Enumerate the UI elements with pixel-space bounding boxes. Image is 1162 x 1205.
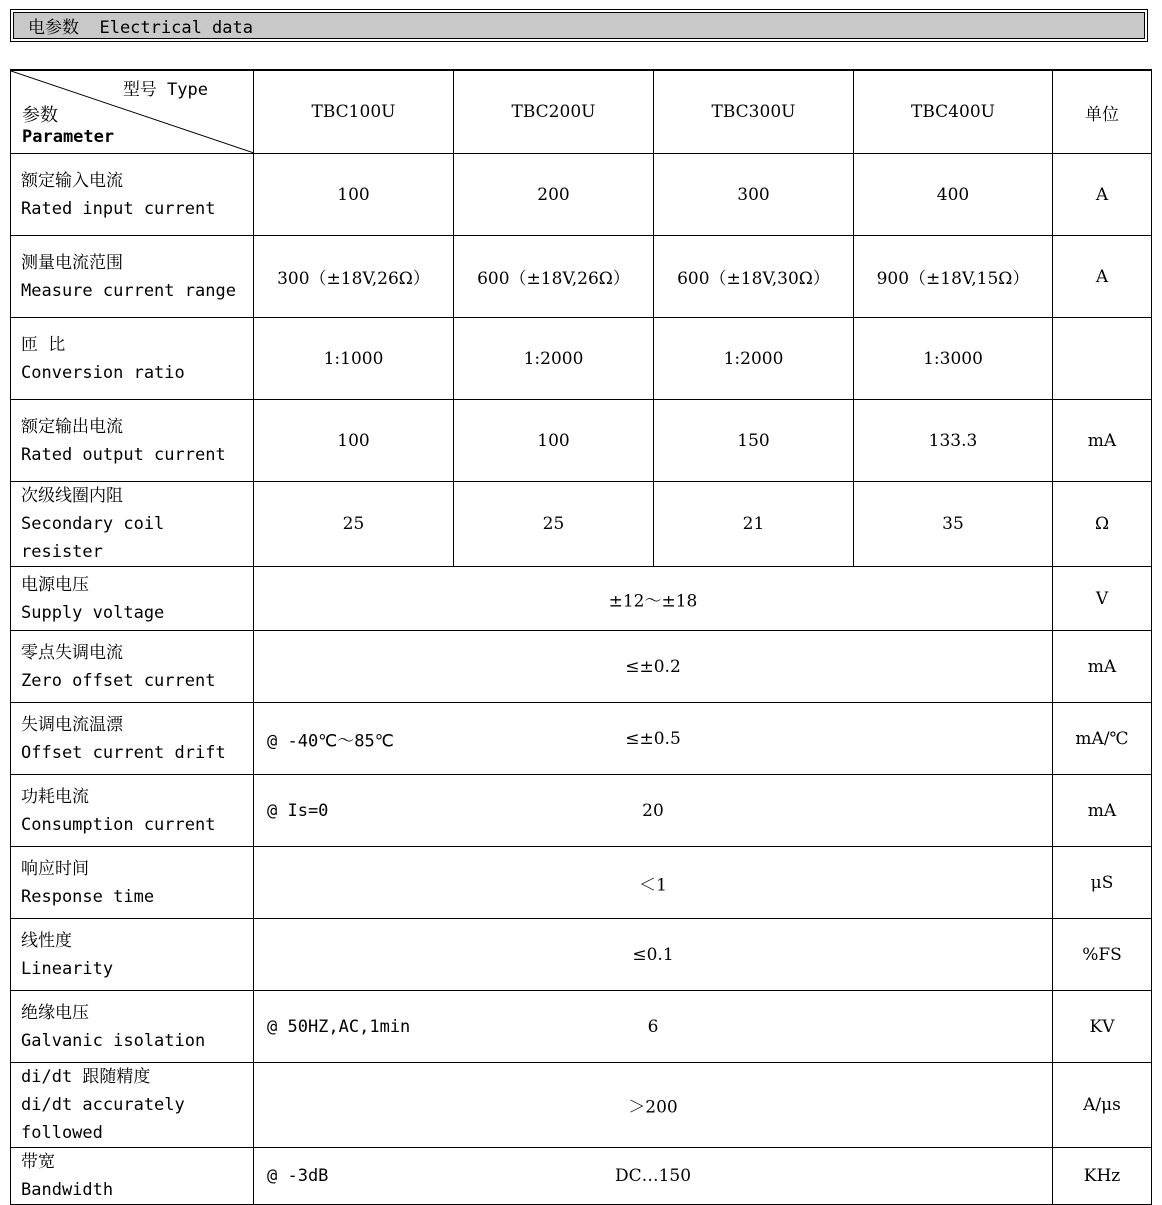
param-cell bbox=[11, 919, 254, 991]
table-row bbox=[11, 847, 1152, 919]
param-name-zh: 失调电流温漂 bbox=[21, 714, 123, 735]
unit-header: 单位 bbox=[1053, 70, 1152, 154]
shared-value: ≤±0.5 bbox=[625, 728, 681, 749]
param-name-zh: 额定输入电流 bbox=[21, 170, 123, 191]
table-row bbox=[11, 991, 1152, 1063]
test-condition: @ 50HZ,AC,1min bbox=[267, 1016, 411, 1037]
value-cell: 1:2000 bbox=[654, 318, 854, 400]
value-cell: 300（±18V,26Ω） bbox=[254, 236, 454, 318]
value-cell: 400 bbox=[854, 154, 1053, 236]
shared-value-cell bbox=[254, 1063, 1053, 1148]
shared-value-cell bbox=[254, 1148, 1053, 1205]
model-header: TBC300U bbox=[654, 70, 854, 154]
table-row bbox=[11, 482, 1152, 567]
shared-value-cell bbox=[254, 703, 1053, 775]
param-name-en-cont: followed bbox=[21, 1123, 103, 1143]
param-name-en: Response time bbox=[21, 886, 155, 907]
param-name-en: Galvanic isolation bbox=[21, 1030, 206, 1051]
param-name-en: Conversion ratio bbox=[21, 362, 185, 383]
unit-cell: V bbox=[1053, 567, 1152, 631]
model-header: TBC100U bbox=[254, 70, 454, 154]
unit-cell: A/μs bbox=[1053, 1063, 1152, 1148]
value-cell: 1:1000 bbox=[254, 318, 454, 400]
table-row bbox=[11, 154, 1152, 236]
param-cell bbox=[11, 567, 254, 631]
param-name-zh: di/dt 跟随精度 bbox=[21, 1067, 151, 1087]
shared-value-cell bbox=[254, 775, 1053, 847]
section-banner bbox=[10, 9, 1148, 42]
shared-value: DC…150 bbox=[614, 1166, 692, 1186]
param-name-en-cont: resister bbox=[21, 542, 103, 562]
value-cell: 21 bbox=[654, 482, 854, 567]
header-corner-cell bbox=[11, 70, 254, 154]
param-cell bbox=[11, 482, 254, 567]
model-header: TBC400U bbox=[854, 70, 1053, 154]
table-row bbox=[11, 919, 1152, 991]
param-name-en: Rated input current bbox=[21, 198, 216, 219]
param-cell bbox=[11, 991, 254, 1063]
section-title: 电参数 Electrical data bbox=[13, 12, 1145, 39]
table-row bbox=[11, 631, 1152, 703]
test-condition: @ -40℃～85℃ bbox=[267, 731, 394, 751]
shared-value: 20 bbox=[642, 800, 664, 821]
param-cell bbox=[11, 236, 254, 318]
shared-value: 6 bbox=[647, 1016, 659, 1037]
value-cell: 200 bbox=[454, 154, 654, 236]
table-row bbox=[11, 236, 1152, 318]
table-row bbox=[11, 400, 1152, 482]
unit-cell: A bbox=[1053, 154, 1152, 236]
shared-value-cell bbox=[254, 919, 1053, 991]
value-cell: 35 bbox=[854, 482, 1053, 567]
param-cell bbox=[11, 318, 254, 400]
table-row bbox=[11, 1148, 1152, 1205]
shared-value-cell bbox=[254, 991, 1053, 1063]
unit-cell: Ω bbox=[1053, 482, 1152, 567]
shared-value: ≤0.1 bbox=[632, 944, 674, 965]
param-name-en: Bandwidth bbox=[21, 1180, 114, 1200]
param-label-zh: 参数 bbox=[22, 105, 58, 126]
value-cell: 600（±18V,26Ω） bbox=[454, 236, 654, 318]
param-name-zh: 功耗电流 bbox=[21, 786, 89, 807]
param-cell bbox=[11, 631, 254, 703]
param-name-zh: 响应时间 bbox=[21, 858, 89, 879]
value-cell: 100 bbox=[454, 400, 654, 482]
value-cell: 100 bbox=[254, 154, 454, 236]
param-name-en: Zero offset current bbox=[21, 670, 216, 691]
param-name-zh: 次级线圈内阻 bbox=[21, 486, 123, 506]
shared-value-cell bbox=[254, 567, 1053, 631]
unit-cell: mA bbox=[1053, 400, 1152, 482]
model-header: TBC200U bbox=[454, 70, 654, 154]
param-name-zh: 绝缘电压 bbox=[21, 1002, 89, 1023]
value-cell: 600（±18V,30Ω） bbox=[654, 236, 854, 318]
value-cell: 900（±18V,15Ω） bbox=[854, 236, 1053, 318]
value-cell: 25 bbox=[454, 482, 654, 567]
param-name-en: Supply voltage bbox=[21, 602, 165, 623]
param-name-zh: 额定输出电流 bbox=[21, 416, 123, 437]
table-row bbox=[11, 775, 1152, 847]
value-cell: 133.3 bbox=[854, 400, 1053, 482]
param-name-zh: 匝 比 bbox=[21, 334, 66, 355]
param-cell bbox=[11, 847, 254, 919]
param-name-zh: 测量电流范围 bbox=[21, 252, 123, 273]
param-cell bbox=[11, 703, 254, 775]
value-cell: 25 bbox=[254, 482, 454, 567]
param-name-zh: 零点失调电流 bbox=[21, 642, 123, 663]
shared-value: ≤±0.2 bbox=[625, 656, 681, 677]
unit-cell bbox=[1053, 318, 1152, 400]
param-name-en: Secondary coil bbox=[21, 514, 165, 534]
param-cell bbox=[11, 154, 254, 236]
shared-value-cell bbox=[254, 847, 1053, 919]
param-name-en: Offset current drift bbox=[21, 742, 226, 763]
param-cell bbox=[11, 1063, 254, 1148]
table-row bbox=[11, 703, 1152, 775]
param-name-en: Consumption current bbox=[21, 814, 216, 835]
value-cell: 1:3000 bbox=[854, 318, 1053, 400]
param-name-en: di/dt accurately bbox=[21, 1095, 185, 1115]
param-name-zh: 线性度 bbox=[21, 930, 72, 951]
shared-value: ±12～±18 bbox=[608, 591, 698, 611]
test-condition: @ -3dB bbox=[267, 1166, 329, 1186]
unit-cell: %FS bbox=[1053, 919, 1152, 991]
shared-value: ＜1 bbox=[639, 875, 667, 895]
unit-cell: A bbox=[1053, 236, 1152, 318]
value-cell: 100 bbox=[254, 400, 454, 482]
type-label: 型号 Type bbox=[122, 80, 208, 100]
param-name-en: Rated output current bbox=[21, 444, 226, 465]
param-name-en: Measure current range bbox=[21, 280, 236, 301]
electrical-data-table bbox=[10, 69, 1152, 1205]
param-name-en: Linearity bbox=[21, 958, 114, 979]
param-name-zh: 带宽 bbox=[21, 1152, 55, 1172]
param-name-zh: 电源电压 bbox=[21, 574, 89, 595]
value-cell: 300 bbox=[654, 154, 854, 236]
unit-cell: KHz bbox=[1053, 1148, 1152, 1205]
unit-cell: mA/℃ bbox=[1053, 703, 1152, 775]
shared-value-cell bbox=[254, 631, 1053, 703]
table-header-row bbox=[11, 70, 1152, 154]
table-row bbox=[11, 318, 1152, 400]
value-cell: 150 bbox=[654, 400, 854, 482]
value-cell: 1:2000 bbox=[454, 318, 654, 400]
unit-cell: mA bbox=[1053, 631, 1152, 703]
test-condition: @ Is=0 bbox=[267, 800, 329, 821]
table-row bbox=[11, 1063, 1152, 1148]
unit-cell: mA bbox=[1053, 775, 1152, 847]
unit-cell: KV bbox=[1053, 991, 1152, 1063]
param-cell bbox=[11, 1148, 254, 1205]
shared-value: ＞200 bbox=[628, 1097, 678, 1118]
param-cell bbox=[11, 775, 254, 847]
unit-cell: μS bbox=[1053, 847, 1152, 919]
table-row bbox=[11, 567, 1152, 631]
param-label-en: Parameter bbox=[22, 127, 115, 147]
param-cell bbox=[11, 400, 254, 482]
